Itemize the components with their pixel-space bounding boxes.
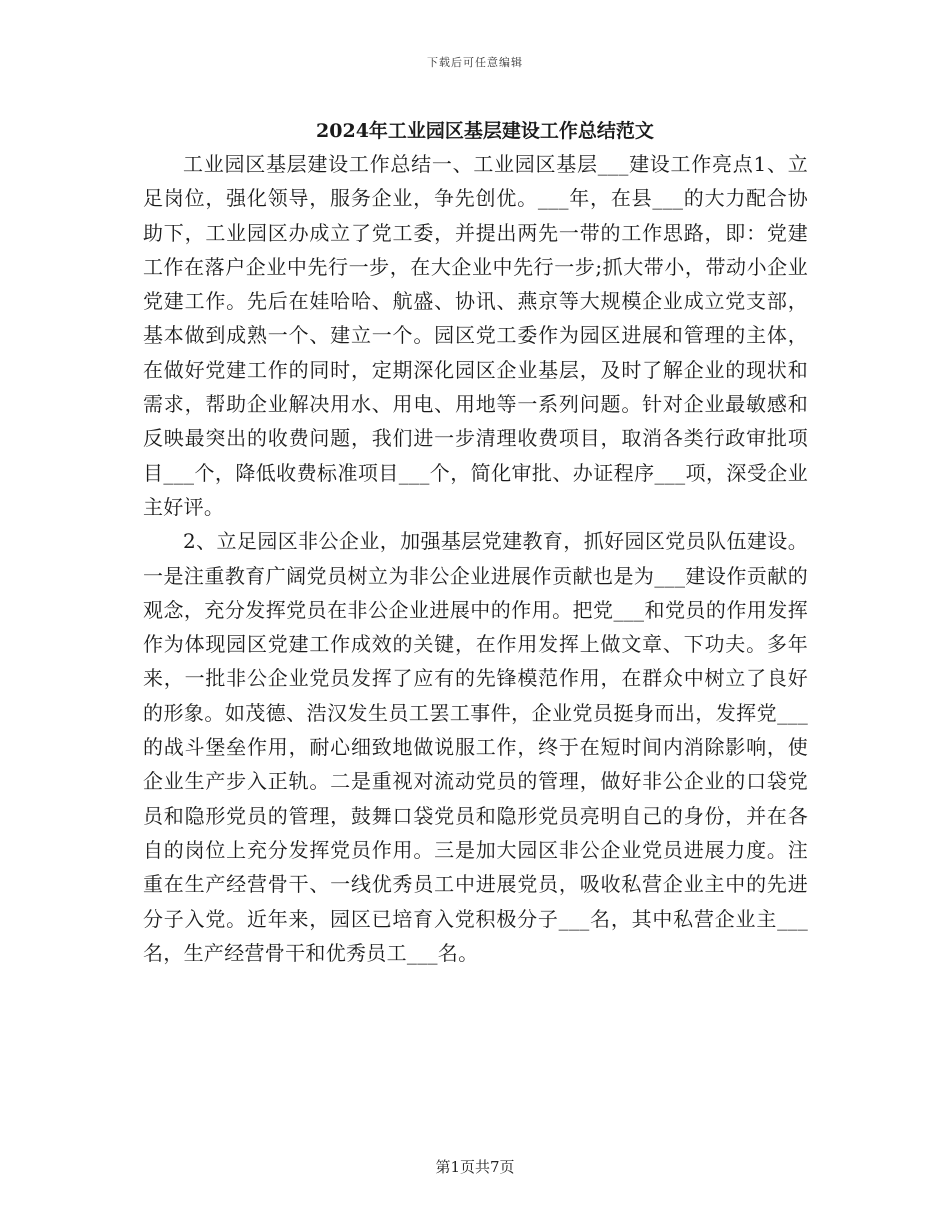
document-body: [143, 147, 808, 970]
paragraph-2: 2、立足园区非公企业，加强基层党建教育，抓好园区党员队伍建设。一是注重教育广阔党员树立为非公企业进展作贡献也是为___建设作贡献的观念，充分发挥党员在非公企业进展中的作用。把党___和党员的作用发挥作为体现园区党建工作成效的关键，在作用发挥上做文章、下功夫。多年来，一批非公企业党员发挥了应有的先锋模范作用，在群众中树立了良好的形象。如茂德、浩汉发生员工罢工事件，企业党员挺身而出，发挥党___的战斗堡垒作用，耐心细致地做说服工作，终于在短时间内消除影响，使企业生产步入正轨。二是重视对流动党员的管理，做好非公企业的口袋党员和隐形党员的管理，鼓舞口袋党员和隐形党员亮明自己的身份，并在各自的岗位上充分发挥党员作用。三是加大园区非公企业党员进展力度。注重在生产经营骨干、一线优秀员工中进展党员，吸收私营企业主中的先进分子入党。近年来，园区已培育入党积极分子___名，其中私营企业主___名，生产经营骨干和优秀员工___名。: [143, 529, 808, 965]
document-title: 2024年工业园区基层建设工作总结范文: [316, 120, 654, 142]
paragraph-1: 工业园区基层建设工作总结一、工业园区基层___建设工作亮点1、立足岗位，强化领导，服务企业，争先创优。___年，在县___的大力配合协助下，工业园区办成立了党工委，并提出两先一带的工作思路，即：党建工作在落户企业中先行一步，在大企业中先行一步;抓大带小，带动小企业党建工作。先后在娃哈哈、航盛、协讯、燕京等大规模企业成立党支部，基本做到成熟一个、建立一个。园区党工委作为园区进展和管理的主体，在做好党建工作的同时，定期深化园区企业基层，及时了解企业的现状和需求，帮助企业解决用水、用电、用地等一系列问题。针对企业最敏感和反映最突出的收费问题，我们进一步清理收费项目，取消各类行政审批项目___个，降低收费标准项目___个，简化审批、办证程序___项，深受企业主好评。: [143, 152, 808, 519]
download-note: 下载后可任意编辑: [427, 56, 523, 69]
page-number: 第1页共7页: [435, 1158, 515, 1176]
